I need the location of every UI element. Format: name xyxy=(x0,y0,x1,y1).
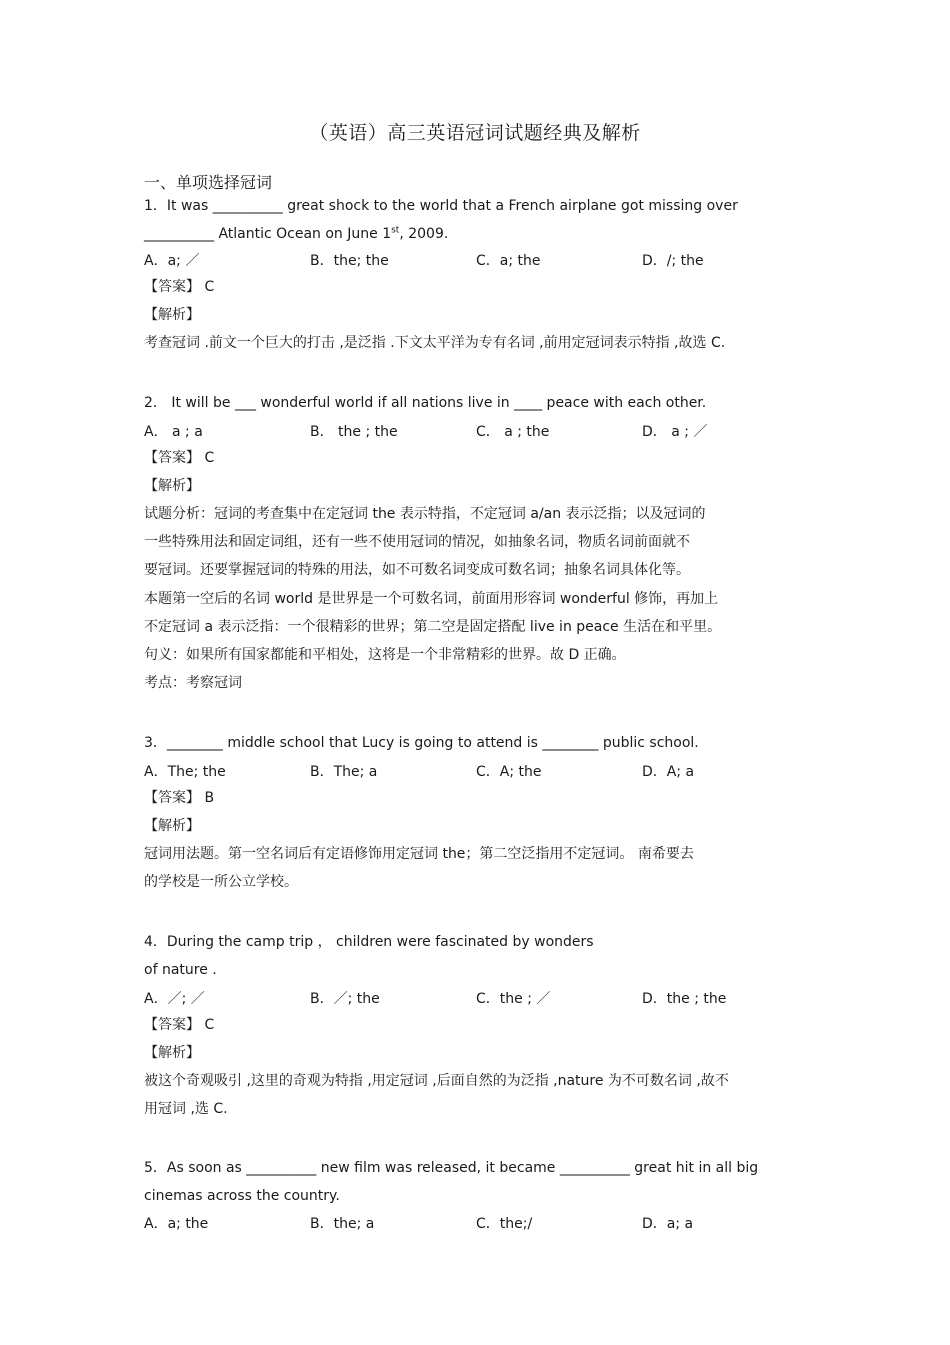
q5-option-b: B．the; a xyxy=(310,1216,375,1232)
q2-analysis-line: 句义：如果所有国家都能和平相处，这将是一个非常精彩的世界。故 D 正确。 xyxy=(144,647,626,663)
q2-analysis-line: 一些特殊用法和固定词组，还有一些不使用冠词的情况，如抽象名词，物质名词前面就不 xyxy=(144,534,690,550)
q3-option-b: B．The; a xyxy=(310,764,378,780)
question-1-text: __________ Atlantic Ocean on June 1 xyxy=(144,226,392,242)
q2-option-c: C． a ; the xyxy=(476,424,550,440)
q5-option-d: D．a; a xyxy=(642,1216,694,1232)
section-heading: 一、单项选择冠词 xyxy=(144,173,273,192)
q4-option-a: A．／; ／ xyxy=(144,991,205,1007)
q2-analysis-line: 要冠词。还要掌握冠词的特殊的用法，如不可数名词变成可数名词；抽象名词具体化等。 xyxy=(144,562,690,578)
q3-option-d: D．A; a xyxy=(642,764,695,780)
question-3-line-1: 3．________ middle school that Lucy is going to attend is ________ public school. xyxy=(144,735,699,751)
q3-option-c: C．A; the xyxy=(476,764,542,780)
q2-analysis-line: 不定冠词 a 表示泛指：一个很精彩的世界；第二空是固定搭配 live in peace 生活在和平里。 xyxy=(144,619,722,635)
superscript: st xyxy=(391,225,400,236)
q1-analysis-line: 考查冠词 .前文一个巨大的打击 ,是泛指 .下文太平洋为专有名词 ,前用定冠词表示特指 ,故选 C. xyxy=(144,335,726,351)
question-5-line-1: 5．As soon as __________ new film was released, it became __________ great hit in all big xyxy=(144,1160,759,1176)
q1-option-a: A．a; ／ xyxy=(144,253,200,269)
q2-analysis-line: 本题第一空后的名词 world 是世界是一个可数名词，前面用形容词 wonderful 修饰，再加上 xyxy=(144,591,719,607)
q1-answer: 【答案】 C xyxy=(144,279,215,295)
question-4-line-1: 4．During the camp trip ， children were fascinated by wonders xyxy=(144,934,594,950)
q2-option-a: A． a ; a xyxy=(144,424,203,440)
q1-analysis-label: 【解析】 xyxy=(144,307,200,323)
question-1-text-end: , 2009. xyxy=(399,226,449,242)
q4-option-d: D．the ; the xyxy=(642,991,727,1007)
q3-answer: 【答案】 B xyxy=(144,790,215,806)
q4-analysis-line: 用冠词 ,选 C. xyxy=(144,1101,228,1117)
q4-option-c: C．the ; ／ xyxy=(476,991,551,1007)
question-2-line-1: 2． It will be ___ wonderful world if all nations live in ____ peace with each other. xyxy=(144,395,707,411)
q2-answer: 【答案】 C xyxy=(144,450,215,466)
q3-analysis-line: 的学校是一所公立学校。 xyxy=(144,874,298,890)
question-1-line-1: 1．It was __________ great shock to the world that a French airplane got missing over xyxy=(144,198,738,214)
q3-analysis-label: 【解析】 xyxy=(144,818,200,834)
q4-analysis-line: 被这个奇观吸引 ,这里的奇观为特指 ,用定冠词 ,后面自然的为泛指 ,nature 为不可数名词 ,故不 xyxy=(144,1073,729,1089)
question-5-line-2: cinemas across the country. xyxy=(144,1188,340,1204)
q2-option-b: B． the ; the xyxy=(310,424,398,440)
q1-option-b: B．the; the xyxy=(310,253,389,269)
question-1-line-2 xyxy=(144,224,448,244)
q1-option-c: C．a; the xyxy=(476,253,541,269)
q4-option-b: B．／; the xyxy=(310,991,380,1007)
q3-option-a: A．The; the xyxy=(144,764,226,780)
q2-analysis-line: 考点：考察冠词 xyxy=(144,675,242,691)
question-4-line-2: of nature . xyxy=(144,962,217,978)
q5-option-c: C．the;/ xyxy=(476,1216,533,1232)
q3-analysis-line: 冠词用法题。第一空名词后有定语修饰用定冠词 the；第二空泛指用不定冠词。 南希要去 xyxy=(144,846,694,862)
q1-option-d: D．/; the xyxy=(642,253,704,269)
q2-analysis-label: 【解析】 xyxy=(144,478,200,494)
q5-option-a: A．a; the xyxy=(144,1216,209,1232)
q2-option-d: D． a ; ／ xyxy=(642,424,708,440)
q2-analysis-line: 试题分析：冠词的考查集中在定冠词 the 表示特指，不定冠词 a/an 表示泛指；以及冠词的 xyxy=(144,506,706,522)
page-title: （英语）高三英语冠词试题经典及解析 xyxy=(309,122,641,144)
q4-answer: 【答案】 C xyxy=(144,1017,215,1033)
q4-analysis-label: 【解析】 xyxy=(144,1045,200,1061)
